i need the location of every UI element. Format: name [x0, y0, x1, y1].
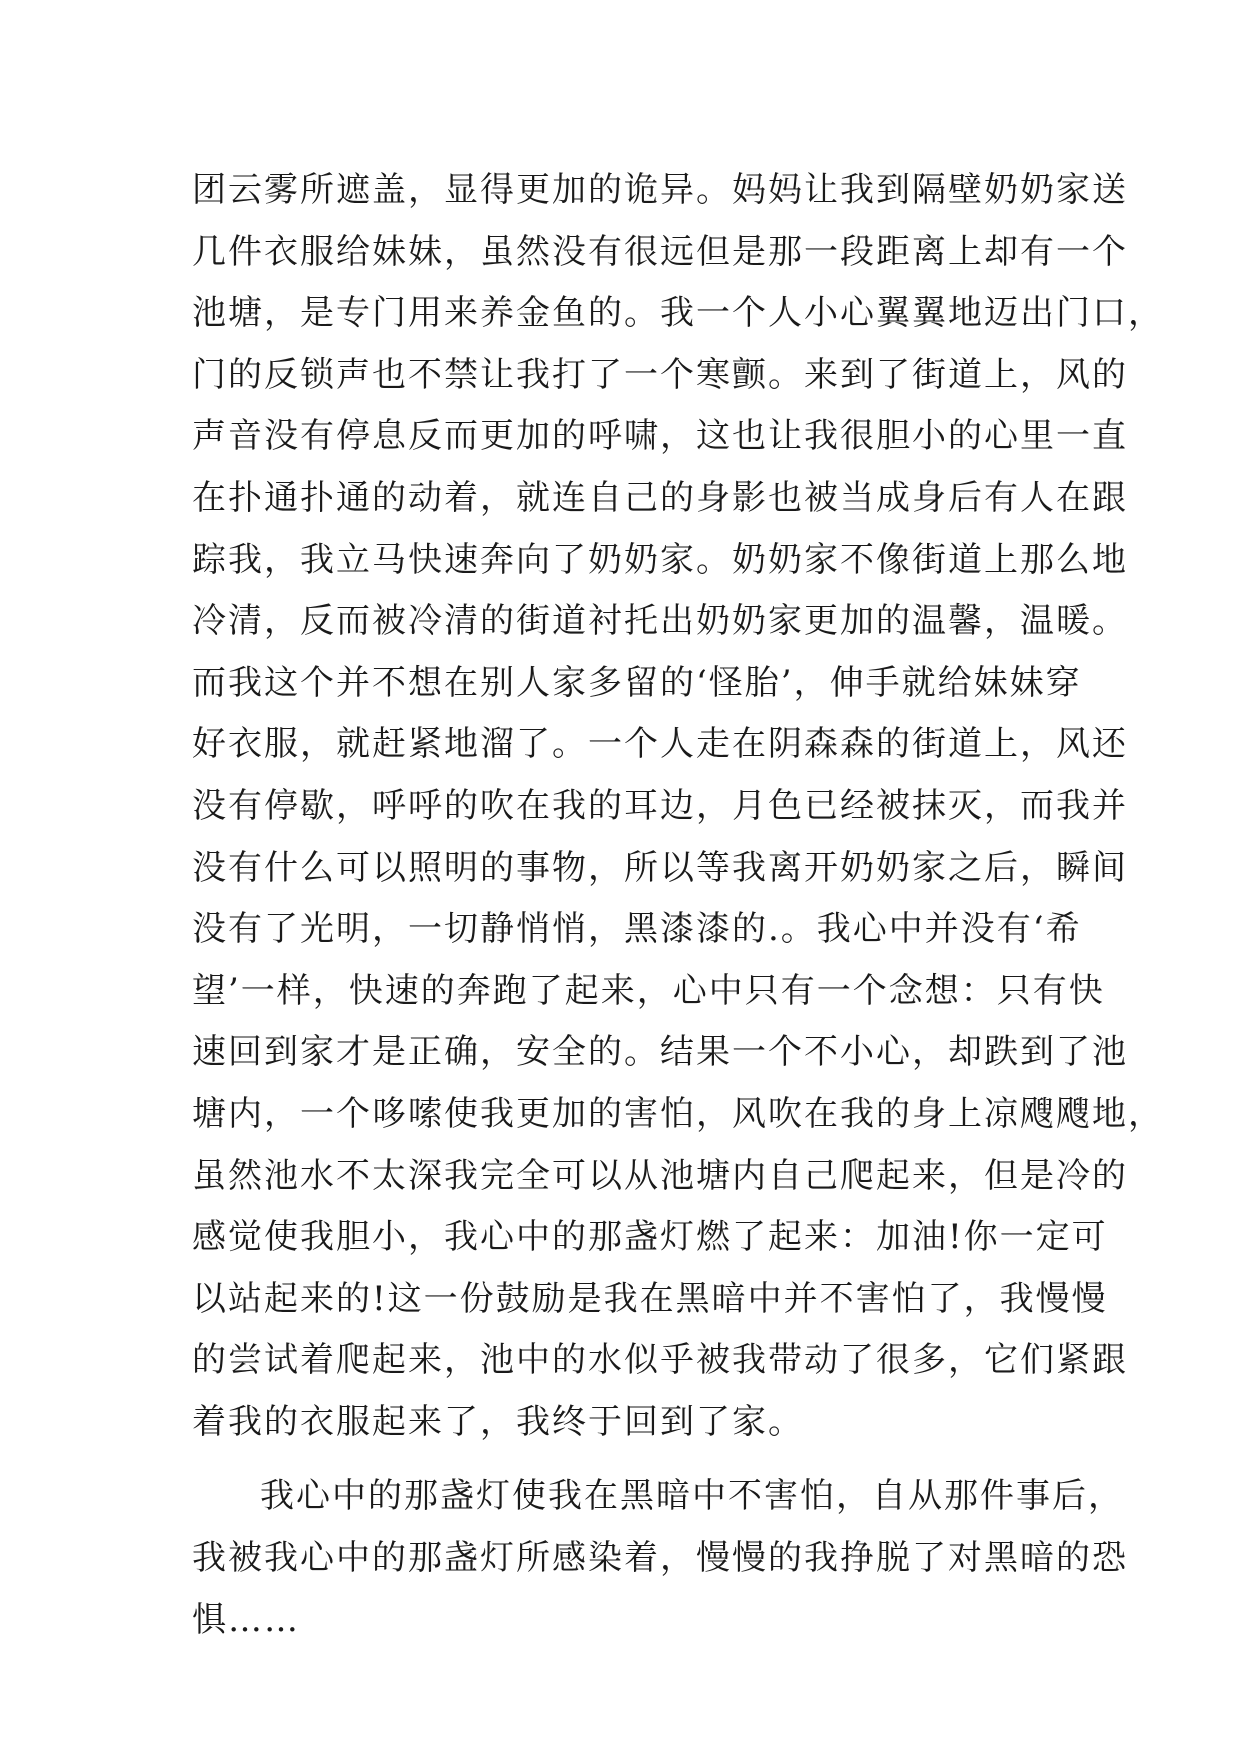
paragraph	[192, 160, 1164, 1453]
text-line: 我心中的那盏灯使我在黑暗中不害怕，自从那件事后，	[260, 1476, 1124, 1517]
text-line: 以站起来的!这一份鼓励是我在黑暗中并不害怕了，我慢慢	[192, 1278, 1108, 1319]
paragraph	[192, 1466, 1128, 1651]
text-line: 门的反锁声也不禁让我打了一个寒颤。来到了街道上，风的	[192, 354, 1128, 395]
text-line: 感觉使我胆小，我心中的那盏灯燃了起来：加油!你一定可	[192, 1217, 1108, 1258]
text-line: 惧……	[192, 1599, 300, 1640]
text-line: 虽然池水不太深我完全可以从池塘内自己爬起来，但是冷的	[192, 1155, 1128, 1196]
paragraph-gap	[192, 1453, 1092, 1466]
text-line: 冷清，反而被冷清的街道衬托出奶奶家更加的温馨，温暖。	[192, 601, 1128, 642]
text-line: 没有什么可以照明的事物，所以等我离开奶奶家之后，瞬间	[192, 847, 1128, 888]
text-line: 而我这个并不想在别人家多留的‘怪胎’，伸手就给妹妹穿	[192, 662, 1082, 703]
text-line: 塘内，一个哆嗦使我更加的害怕，风吹在我的身上凉飕飕地，	[192, 1093, 1164, 1134]
text-line: 的尝试着爬起来，池中的水似乎被我带动了很多，它们紧跟	[192, 1340, 1128, 1381]
document-body	[192, 160, 1164, 1651]
text-line: 团云雾所遮盖，显得更加的诡异。妈妈让我到隔壁奶奶家送	[192, 170, 1128, 210]
text-line: 没有停歇，呼呼的吹在我的耳边，月色已经被抹灭，而我并	[192, 785, 1128, 826]
text-line: 踪我，我立马快速奔向了奶奶家。奶奶家不像街道上那么地	[192, 539, 1128, 580]
text-line: 声音没有停息反而更加的呼啸，这也让我很胆小的心里一直	[192, 416, 1128, 457]
text-line: 速回到家才是正确，安全的。结果一个不小心，却跌到了池	[192, 1032, 1128, 1073]
text-line: 着我的衣服起来了，我终于回到了家。	[192, 1401, 804, 1442]
text-line: 几件衣服给妹妹，虽然没有很远但是那一段距离上却有一个	[192, 231, 1128, 272]
text-line: 没有了光明，一切静悄悄，黑漆漆的.。我心中并没有‘希	[192, 909, 1082, 950]
text-line: 池塘，是专门用来养金鱼的。我一个人小心翼翼地迈出门口，	[192, 293, 1164, 334]
text-line: 我被我心中的那盏灯所感染着，慢慢的我挣脱了对黑暗的恐	[192, 1538, 1128, 1579]
text-line: 好衣服，就赶紧地溜了。一个人走在阴森森的街道上，风还	[192, 724, 1128, 765]
text-line: 望’一样，快速的奔跑了起来，心中只有一个念想：只有快	[192, 970, 1105, 1011]
text-line: 在扑通扑通的动着，就连自己的身影也被当成身后有人在跟	[192, 477, 1128, 518]
